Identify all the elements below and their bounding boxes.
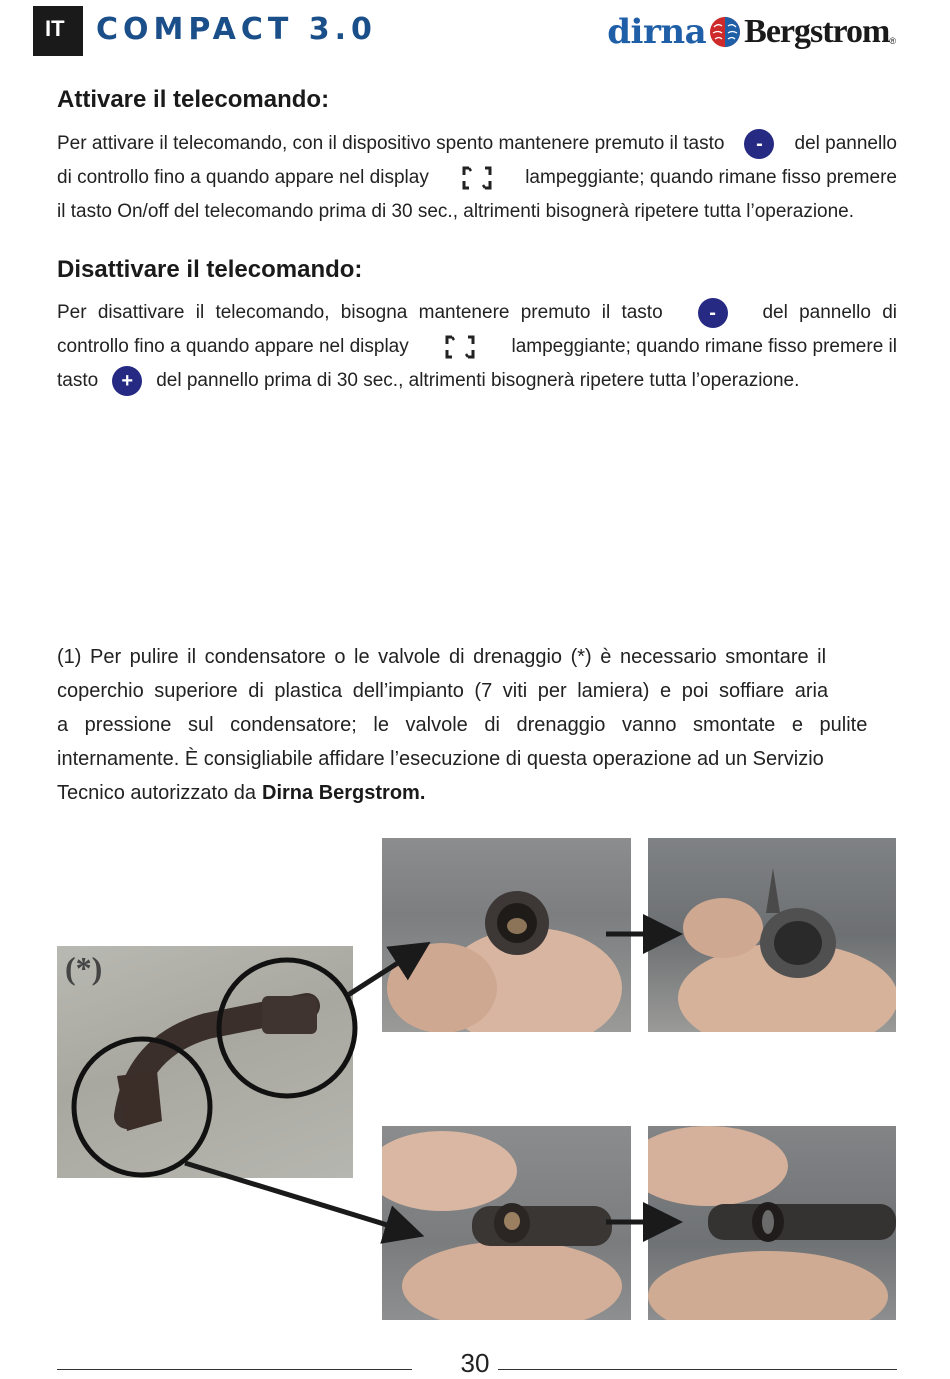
text-span: coperchio superiore di plastica dell’impianto (7 viti per lamiera) e poi soffiare aria [57,680,829,702]
language-code: IT [45,16,65,41]
section-title-deactivate: Disattivare il telecomando: [57,256,363,283]
activate-line-1 [57,127,897,161]
cleaning-note [57,640,897,810]
plus-button-icon: + [112,366,142,396]
note-line [57,708,897,742]
language-badge [33,6,83,56]
hand-holding-valve-illustration [648,1126,896,1320]
text-span: del pannello [794,133,897,154]
brand-logo [607,10,896,54]
minus-button-icon: - [744,129,774,159]
text-span: di controllo fino a quando appare nel display [57,167,429,188]
drain-valve-photo [57,946,353,1178]
activate-line-2 [57,161,897,195]
brand-name-bergstrom: Bergstrom [744,13,890,50]
text-span: lampeggiante; quando rimane fisso premere il [511,336,897,357]
text-span: Per attivare il telecomando, con il dispositivo spento mantenere premuto il tasto [57,133,725,154]
activate-paragraph [57,127,897,229]
brand-name-dirna: dirna [607,12,707,52]
note-line [57,776,897,810]
hand-holding-valve-illustration [648,838,896,1032]
deactivate-line-1 [57,296,897,330]
product-title: COMPACT 3.0 [96,12,377,47]
note-line [57,640,897,674]
remote-display-icon [443,334,477,360]
text-span: del pannello prima di 30 sec., altrimenti bisognerà ripetere tutta l’operazione. [156,370,800,391]
section-title-activate: Attivare il telecomando: [57,86,330,113]
deactivate-line-2 [57,330,897,364]
valve-photo-top-left [382,838,631,1032]
activate-line-3 [57,195,897,229]
text-span: internamente. È consigliabile affidare l’esecuzione di questa operazione ad un Servizio [57,748,824,770]
text-span: lampeggiante; quando rimane fisso premere [525,167,897,188]
text-span: Per disattivare il telecomando, bisogna mantenere premuto il tasto [57,302,663,323]
text-span: il tasto On/off del telecomando prima di 30 sec., altrimenti bisognerà ripetere tutta l’operazione. [57,201,855,222]
text-span: Tecnico autorizzato da [57,782,257,804]
hand-holding-valve-illustration [382,838,631,1032]
minus-button-icon: - [698,298,728,328]
deactivate-paragraph [57,296,897,398]
note-line [57,674,897,708]
brain-logo-icon [708,15,742,49]
text-span: (1) Per pulire il condensatore o le valvole di drenaggio (*) è necessario smontare il [57,646,827,668]
text-span: controllo fino a quando appare nel display [57,336,409,357]
deactivate-line-3 [57,364,897,398]
brand-mention: Dirna Bergstrom. [262,782,426,804]
hand-holding-valve-illustration [382,1126,631,1320]
valve-photo-bottom-right [648,1126,896,1320]
figure-label: (*) [65,950,103,986]
text-span: tasto [57,370,99,391]
text-span: a pressione sul condensatore; le valvole di drenaggio vanno smontate e pulite [57,714,868,736]
page-number: 30 [460,1348,490,1378]
valve-photo-bottom-left [382,1126,631,1320]
registered-mark: ® [889,36,896,46]
valve-photo-top-right [648,838,896,1032]
note-line [57,742,897,776]
remote-display-icon [460,165,494,191]
text-span: del pannello di [762,302,897,323]
